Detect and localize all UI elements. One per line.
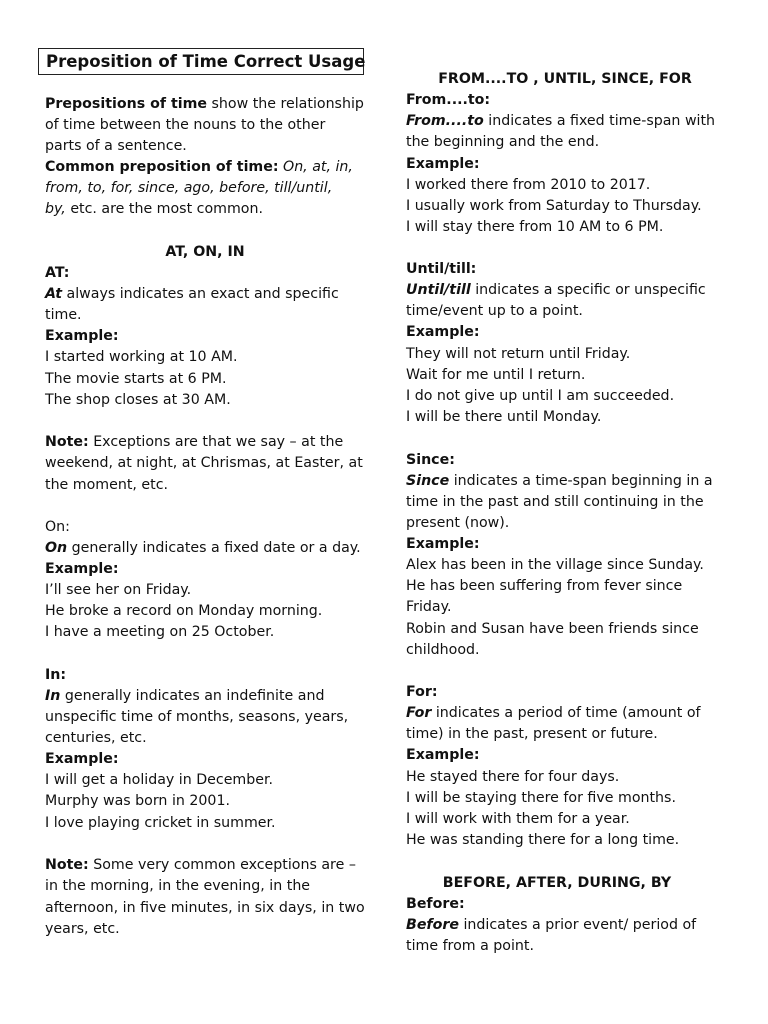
from-desc-text: indicates a fixed time-span with xyxy=(483,113,716,129)
for-label-text: For: xyxy=(406,684,438,700)
example-line: I worked there from 2010 to 2017. xyxy=(406,177,651,193)
common-text: etc. are the most common. xyxy=(65,201,263,217)
until-label-text: Until/till: xyxy=(406,261,477,277)
example-label xyxy=(406,534,480,555)
example-label xyxy=(406,154,480,175)
note-line: the moment, etc. xyxy=(45,477,169,493)
at-label xyxy=(45,263,69,284)
until-desc: time/event up to a point. xyxy=(406,303,583,319)
before-desc: time from a point. xyxy=(406,938,534,954)
since-desc xyxy=(406,471,713,492)
until-label xyxy=(406,259,476,280)
note-label: Note: xyxy=(45,857,89,873)
example-line: He has been suffering from fever since xyxy=(406,578,683,594)
example-label-text: Example: xyxy=(406,536,480,552)
common-term: Common preposition of time: xyxy=(45,159,279,175)
example-line: I will get a holiday in December. xyxy=(45,772,274,788)
example-line: Murphy was born in 2001. xyxy=(45,793,230,809)
before-label-text: Before: xyxy=(406,896,465,912)
at-desc: time. xyxy=(45,307,82,323)
example-label xyxy=(406,322,480,343)
note-line: afternoon, in five minutes, in six days, in two xyxy=(45,900,365,916)
in-desc: centuries, etc. xyxy=(45,730,147,746)
for-desc-text: indicates a period of time (amount of xyxy=(431,705,701,721)
at-term: At xyxy=(45,286,62,302)
on-term: On xyxy=(45,540,68,556)
example-line: I have a meeting on 25 October. xyxy=(45,624,275,640)
before-label xyxy=(406,894,465,915)
in-desc-text: generally indicates an indefinite and xyxy=(60,688,325,704)
example-line: I started working at 10 AM. xyxy=(45,349,238,365)
example-line: The shop closes at 30 AM. xyxy=(45,392,231,408)
for-desc xyxy=(406,703,701,724)
from-desc: the beginning and the end. xyxy=(406,134,600,150)
example-line: Robin and Susan have been friends since xyxy=(406,621,699,637)
section-heading-before-after-during-by: BEFORE, AFTER, DURING, BY xyxy=(442,875,672,891)
example-line: I usually work from Saturday to Thursday. xyxy=(406,198,702,214)
page-title: Preposition of Time Correct Usage xyxy=(38,48,364,75)
in-term: In xyxy=(45,688,61,704)
section-heading-from-until-since-for: FROM....TO , UNTIL, SINCE, FOR xyxy=(438,71,692,87)
intro-line: parts of a sentence. xyxy=(45,138,187,154)
at-label-text: AT: xyxy=(45,265,70,281)
example-line: I love playing cricket in summer. xyxy=(45,815,276,831)
note-line xyxy=(45,855,356,876)
intro-text: show the relationship xyxy=(207,96,364,112)
example-line: I will be there until Monday. xyxy=(406,409,602,425)
before-term: Before xyxy=(406,917,459,933)
example-line: I will be staying there for five months. xyxy=(406,790,676,806)
in-desc: unspecific time of months, seasons, years, xyxy=(45,709,349,725)
example-line: I will stay there from 10 AM to 6 PM. xyxy=(406,219,664,235)
since-desc: present (now). xyxy=(406,515,510,531)
intro-term: Prepositions of time xyxy=(45,96,208,112)
example-label xyxy=(45,749,119,770)
common-list: by, xyxy=(45,201,66,217)
in-label xyxy=(45,665,66,686)
common-line xyxy=(45,199,263,220)
note-line xyxy=(45,432,343,453)
note-line: years, etc. xyxy=(45,921,120,937)
example-label-text: Example: xyxy=(45,561,119,577)
example-line: They will not return until Friday. xyxy=(406,346,631,362)
until-desc-text: indicates a specific or unspecific xyxy=(470,282,706,298)
example-label xyxy=(45,559,119,580)
section-heading-at-on-in: AT, ON, IN xyxy=(165,244,245,260)
before-desc xyxy=(406,915,696,936)
example-line: Alex has been in the village since Sunday. xyxy=(406,557,704,573)
since-label xyxy=(406,450,455,471)
example-line: The movie starts at 6 PM. xyxy=(45,371,227,387)
example-line: Friday. xyxy=(406,599,452,615)
from-label xyxy=(406,90,490,111)
example-line: childhood. xyxy=(406,642,480,658)
from-label-text: From....to: xyxy=(406,92,491,108)
example-line: He broke a record on Monday morning. xyxy=(45,603,323,619)
example-label-text: Example: xyxy=(406,156,480,172)
example-label xyxy=(406,745,480,766)
until-term: Until/till xyxy=(406,282,471,298)
at-desc xyxy=(45,284,339,305)
before-desc-text: indicates a prior event/ period of xyxy=(458,917,697,933)
since-label-text: Since: xyxy=(406,452,455,468)
note-label: Note: xyxy=(45,434,89,450)
until-desc xyxy=(406,280,706,301)
on-label: On: xyxy=(45,519,70,535)
example-label-text: Example: xyxy=(406,747,480,763)
since-desc-text: indicates a time-span beginning in a xyxy=(449,473,713,489)
note-text: Exceptions are that we say – at the xyxy=(88,434,344,450)
example-label xyxy=(45,326,119,347)
on-desc xyxy=(45,538,361,559)
for-term: For xyxy=(406,705,432,721)
since-term: Since xyxy=(406,473,450,489)
example-label-text: Example: xyxy=(45,751,119,767)
note-line: weekend, at night, at Chrismas, at Easter, at xyxy=(45,455,363,471)
intro-line: of time between the nouns to the other xyxy=(45,117,326,133)
common-line xyxy=(45,178,332,199)
example-line: I’ll see her on Friday. xyxy=(45,582,192,598)
note-text: Some very common exceptions are – xyxy=(88,857,356,873)
note-line: in the morning, in the evening, in the xyxy=(45,878,311,894)
in-label-text: In: xyxy=(45,667,67,683)
example-line: I will work with them for a year. xyxy=(406,811,630,827)
example-line: I do not give up until I am succeeded. xyxy=(406,388,675,404)
example-line: He stayed there for four days. xyxy=(406,769,620,785)
on-desc-text: generally indicates a fixed date or a day. xyxy=(67,540,361,556)
at-desc-text: always indicates an exact and specific xyxy=(62,286,339,302)
common-list: from, to, for, since, ago, before, till/until, xyxy=(45,180,333,196)
example-line: Wait for me until I return. xyxy=(406,367,586,383)
common-line xyxy=(45,157,353,178)
example-label-text: Example: xyxy=(45,328,119,344)
from-desc xyxy=(406,111,715,132)
intro-line xyxy=(45,94,364,115)
in-desc xyxy=(45,686,324,707)
common-list: On, at, in, xyxy=(278,159,353,175)
from-term: From....to xyxy=(406,113,484,129)
for-label xyxy=(406,682,438,703)
since-desc: time in the past and still continuing in the xyxy=(406,494,704,510)
example-label-text: Example: xyxy=(406,324,480,340)
for-desc: time) in the past, present or future. xyxy=(406,726,658,742)
example-line: He was standing there for a long time. xyxy=(406,832,680,848)
